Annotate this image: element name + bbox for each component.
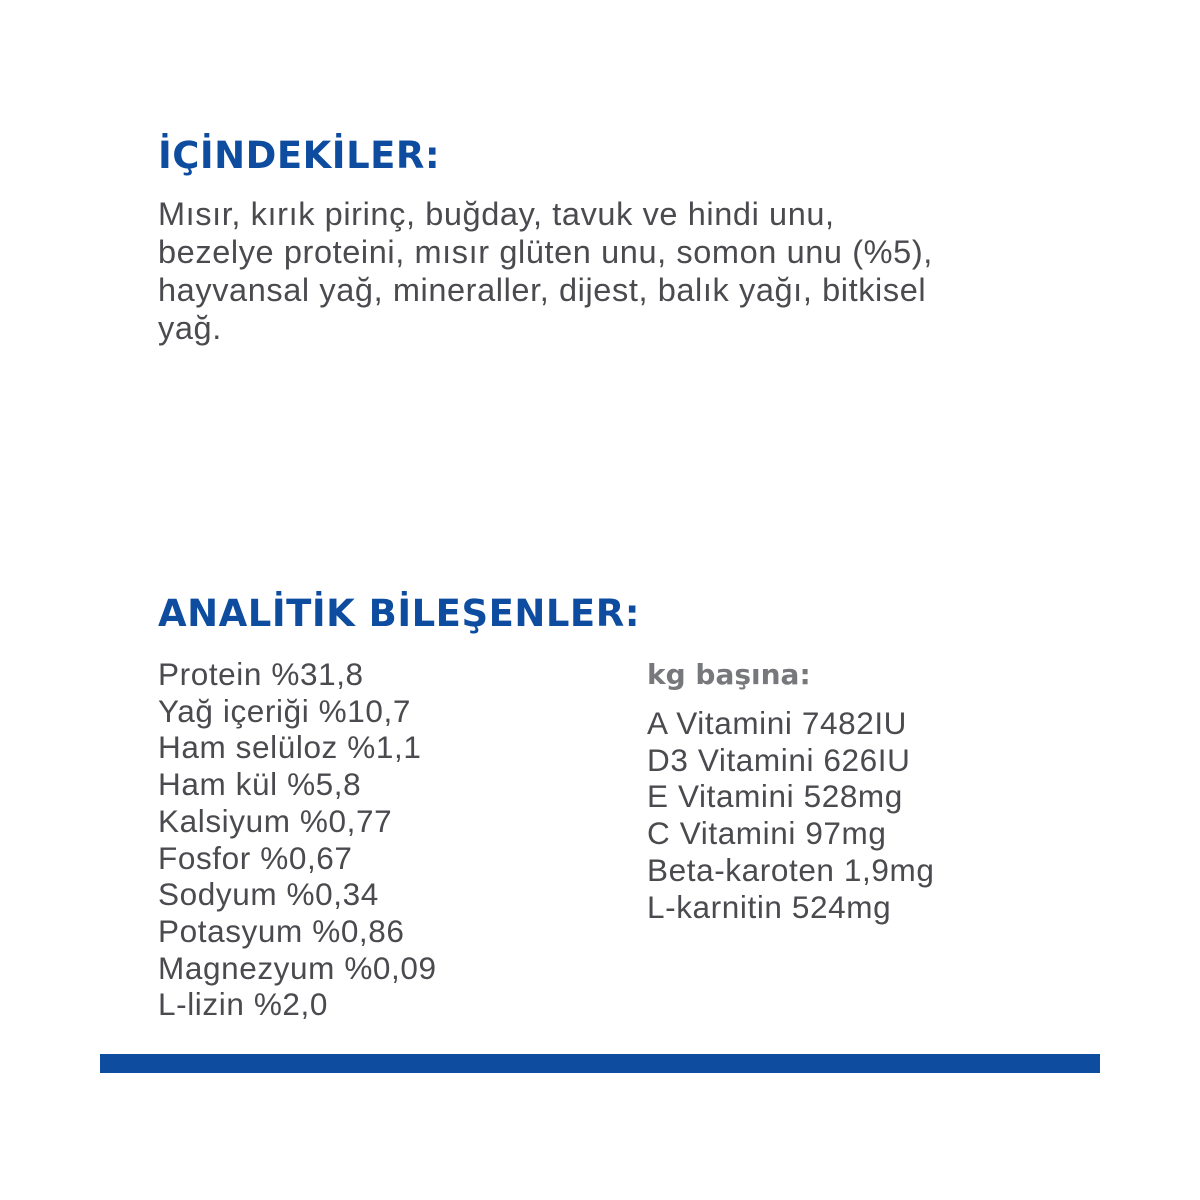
vitamin-item: L-karnitin 524mg (647, 888, 892, 925)
vitamin-item: Beta-karoten 1,9mg (647, 851, 935, 888)
vitamin-item: D3 Vitamini 626IU (647, 741, 911, 778)
bottom-accent-bar (100, 1054, 1100, 1073)
composition-item: Magnezyum %0,09 (158, 949, 437, 986)
ingredients-line: Mısır, kırık pirinç, buğday, tavuk ve hindi unu, (158, 196, 835, 232)
composition-item: Fosfor %0,67 (158, 839, 353, 876)
composition-item: Sodyum %0,34 (158, 876, 379, 913)
composition-item: Yağ içeriği %10,7 (158, 692, 412, 729)
composition-item: L-lizin %2,0 (158, 986, 329, 1023)
composition-list (158, 656, 437, 1023)
composition-item: Ham kül %5,8 (158, 766, 362, 803)
per-kg-heading: kg başına: (647, 658, 811, 691)
ingredients-line: bezelye proteini, mısır glüten unu, somon unu (%5), (158, 234, 933, 270)
composition-item: Kalsiyum %0,77 (158, 802, 393, 839)
ingredients-heading: İÇİNDEKİLER: (158, 134, 441, 177)
vitamin-item: A Vitamini 7482IU (647, 705, 908, 741)
analytical-heading: ANALİTİK BİLEŞENLER: (158, 592, 640, 635)
composition-item: Potasyum %0,86 (158, 912, 405, 949)
vitamin-list (647, 705, 934, 925)
ingredients-line: hayvansal yağ, mineraller, dijest, balık yağı, bitkisel (158, 272, 927, 308)
composition-item: Protein %31,8 (158, 656, 364, 692)
vitamin-item: C Vitamini 97mg (647, 815, 887, 852)
vitamin-item: E Vitamini 528mg (647, 778, 903, 815)
ingredients-text (158, 195, 1108, 347)
ingredients-line: yağ. (158, 310, 222, 346)
composition-item: Ham selüloz %1,1 (158, 729, 422, 766)
